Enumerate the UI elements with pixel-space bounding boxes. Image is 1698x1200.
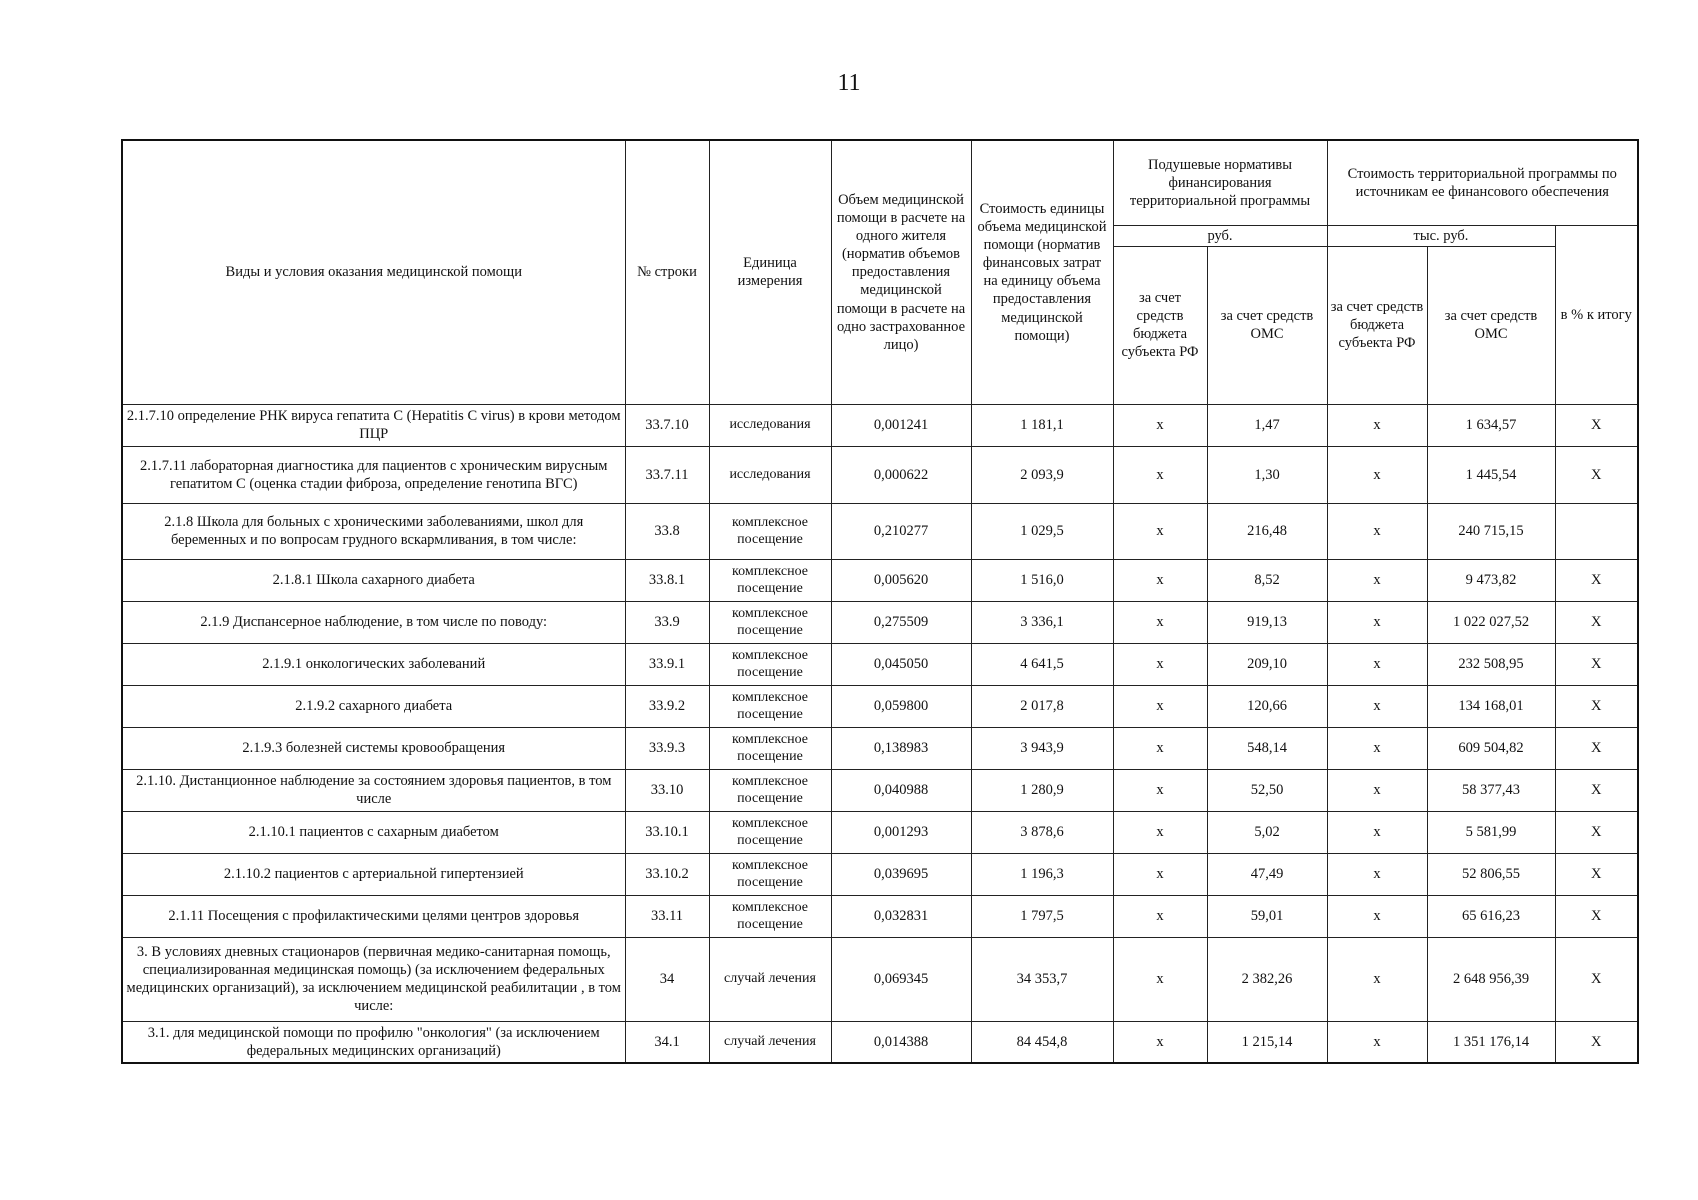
header-percent: в % к итогу	[1555, 225, 1638, 404]
row-budget: x	[1113, 643, 1207, 685]
row-percent: X	[1555, 601, 1638, 643]
table-row	[122, 727, 1638, 769]
row-unit: комплексное посещение	[709, 895, 831, 937]
row-volume: 0,005620	[831, 559, 971, 601]
row-percent	[1555, 503, 1638, 559]
row-unit: исследования	[709, 446, 831, 503]
row-name: 2.1.7.11 лабораторная диагностика для пациентов с хроническим вирусным гепатитом С (оценка стадии фиброза, определение генотипа ВГС)	[122, 446, 625, 503]
row-volume: 0,014388	[831, 1021, 971, 1063]
row-cost: 1 280,9	[971, 769, 1113, 811]
row-unit: комплексное посещение	[709, 601, 831, 643]
row-unit: комплексное посещение	[709, 559, 831, 601]
header-program-cost: Стоимость территориальной программы по источникам ее финансового обеспечения	[1327, 140, 1638, 225]
table-row	[122, 895, 1638, 937]
row-oms-thous: 9 473,82	[1427, 559, 1555, 601]
row-volume: 0,138983	[831, 727, 971, 769]
row-unit: исследования	[709, 404, 831, 446]
row-volume: 0,210277	[831, 503, 971, 559]
row-budget: x	[1113, 769, 1207, 811]
table-row	[122, 1021, 1638, 1063]
table-row	[122, 853, 1638, 895]
row-budget-thous: x	[1327, 937, 1427, 1021]
row-oms-thous: 65 616,23	[1427, 895, 1555, 937]
row-percent: X	[1555, 1021, 1638, 1063]
row-percent: X	[1555, 811, 1638, 853]
row-budget: x	[1113, 727, 1207, 769]
row-name: 3.1. для медицинской помощи по профилю "онкология" (за исключением федеральных медицинских организаций)	[122, 1021, 625, 1063]
row-unit: случай лечения	[709, 1021, 831, 1063]
row-volume: 0,032831	[831, 895, 971, 937]
row-budget-thous: x	[1327, 685, 1427, 727]
row-oms: 919,13	[1207, 601, 1327, 643]
row-budget-thous: x	[1327, 727, 1427, 769]
row-oms-thous: 5 581,99	[1427, 811, 1555, 853]
row-oms: 1,47	[1207, 404, 1327, 446]
row-name: 2.1.8.1 Школа сахарного диабета	[122, 559, 625, 601]
row-budget: x	[1113, 446, 1207, 503]
table-row	[122, 503, 1638, 559]
row-number: 33.10	[625, 769, 709, 811]
row-budget-thous: x	[1327, 643, 1427, 685]
row-oms-thous: 1 445,54	[1427, 446, 1555, 503]
row-oms: 47,49	[1207, 853, 1327, 895]
row-cost: 4 641,5	[971, 643, 1113, 685]
row-number: 33.8.1	[625, 559, 709, 601]
row-budget: x	[1113, 601, 1207, 643]
row-oms-thous: 1 022 027,52	[1427, 601, 1555, 643]
row-percent: X	[1555, 404, 1638, 446]
row-number: 33.11	[625, 895, 709, 937]
row-name: 2.1.10. Дистанционное наблюдение за состоянием здоровья пациентов, в том числе	[122, 769, 625, 811]
table-row	[122, 811, 1638, 853]
row-budget-thous: x	[1327, 503, 1427, 559]
row-budget: x	[1113, 503, 1207, 559]
row-budget-thous: x	[1327, 601, 1427, 643]
row-oms-thous: 240 715,15	[1427, 503, 1555, 559]
row-number: 33.9.3	[625, 727, 709, 769]
row-oms-thous: 232 508,95	[1427, 643, 1555, 685]
row-oms-thous: 134 168,01	[1427, 685, 1555, 727]
row-number: 33.9	[625, 601, 709, 643]
row-volume: 0,040988	[831, 769, 971, 811]
row-cost: 3 943,9	[971, 727, 1113, 769]
row-budget-thous: x	[1327, 895, 1427, 937]
row-unit: случай лечения	[709, 937, 831, 1021]
row-percent: X	[1555, 895, 1638, 937]
row-budget-thous: x	[1327, 769, 1427, 811]
row-budget: x	[1113, 559, 1207, 601]
row-name: 2.1.10.2 пациентов с артериальной гипертензией	[122, 853, 625, 895]
row-percent: X	[1555, 937, 1638, 1021]
row-volume: 0,000622	[831, 446, 971, 503]
table-row	[122, 559, 1638, 601]
row-budget-thous: x	[1327, 446, 1427, 503]
row-volume: 0,045050	[831, 643, 971, 685]
table-row	[122, 685, 1638, 727]
row-budget: x	[1113, 895, 1207, 937]
row-name: 2.1.9.1 онкологических заболеваний	[122, 643, 625, 685]
row-volume: 0,001293	[831, 811, 971, 853]
table-row	[122, 643, 1638, 685]
row-cost: 3 878,6	[971, 811, 1113, 853]
row-oms: 209,10	[1207, 643, 1327, 685]
row-percent: X	[1555, 643, 1638, 685]
table-row	[122, 601, 1638, 643]
row-volume: 0,275509	[831, 601, 971, 643]
header-oms-thous: за счет средств ОМС	[1427, 246, 1555, 404]
row-oms: 8,52	[1207, 559, 1327, 601]
row-cost: 1 029,5	[971, 503, 1113, 559]
row-budget: x	[1113, 937, 1207, 1021]
row-cost: 3 336,1	[971, 601, 1113, 643]
page-number: 11	[837, 70, 861, 96]
row-unit: комплексное посещение	[709, 503, 831, 559]
row-percent: X	[1555, 769, 1638, 811]
row-volume: 0,069345	[831, 937, 971, 1021]
row-budget: x	[1113, 1021, 1207, 1063]
row-number: 33.10.2	[625, 853, 709, 895]
row-oms-thous: 52 806,55	[1427, 853, 1555, 895]
table-row	[122, 937, 1638, 1021]
header-thous-rub: тыс. руб.	[1327, 225, 1555, 246]
row-budget: x	[1113, 685, 1207, 727]
row-percent: X	[1555, 727, 1638, 769]
row-number: 33.10.1	[625, 811, 709, 853]
row-number: 33.9.2	[625, 685, 709, 727]
row-number: 34.1	[625, 1021, 709, 1063]
row-unit: комплексное посещение	[709, 853, 831, 895]
row-cost: 1 516,0	[971, 559, 1113, 601]
row-oms: 120,66	[1207, 685, 1327, 727]
row-budget: x	[1113, 853, 1207, 895]
table-body	[122, 404, 1638, 1063]
row-budget: x	[1113, 404, 1207, 446]
program-table	[121, 139, 1639, 1064]
header-kinds: Виды и условия оказания медицинской помощи	[122, 140, 625, 404]
header-cost-unit: Стоимость единицы объема медицинской помощи (норматив финансовых затрат на единицу объема предоставления медицинской помощи)	[971, 140, 1113, 404]
row-cost: 2 017,8	[971, 685, 1113, 727]
row-oms-thous: 58 377,43	[1427, 769, 1555, 811]
row-name: 2.1.11 Посещения с профилактическими целями центров здоровья	[122, 895, 625, 937]
row-oms-thous: 1 634,57	[1427, 404, 1555, 446]
row-budget-thous: x	[1327, 404, 1427, 446]
row-volume: 0,059800	[831, 685, 971, 727]
header-per-capita: Подушевые нормативы финансирования территориальной программы	[1113, 140, 1327, 225]
row-number: 33.7.11	[625, 446, 709, 503]
row-volume: 0,039695	[831, 853, 971, 895]
header-unit: Единица измерения	[709, 140, 831, 404]
row-oms: 52,50	[1207, 769, 1327, 811]
row-budget-thous: x	[1327, 853, 1427, 895]
row-oms: 59,01	[1207, 895, 1327, 937]
table-row	[122, 404, 1638, 446]
row-budget-thous: x	[1327, 559, 1427, 601]
row-oms-thous: 2 648 956,39	[1427, 937, 1555, 1021]
row-name: 2.1.9.3 болезней системы кровообращения	[122, 727, 625, 769]
header-volume: Объем медицинской помощи в расчете на одного жителя (норматив объемов предоставления медицинской помощи в расчете на одно застрахованное лицо)	[831, 140, 971, 404]
row-percent: X	[1555, 446, 1638, 503]
row-number: 33.9.1	[625, 643, 709, 685]
row-cost: 84 454,8	[971, 1021, 1113, 1063]
header-row-no: № строки	[625, 140, 709, 404]
row-percent: X	[1555, 853, 1638, 895]
header-budget-thous: за счет средств бюджета субъекта РФ	[1327, 246, 1427, 404]
row-number: 33.7.10	[625, 404, 709, 446]
row-oms-thous: 609 504,82	[1427, 727, 1555, 769]
header-oms: за счет средств ОМС	[1207, 246, 1327, 404]
row-cost: 34 353,7	[971, 937, 1113, 1021]
row-percent: X	[1555, 685, 1638, 727]
row-budget: x	[1113, 811, 1207, 853]
row-unit: комплексное посещение	[709, 811, 831, 853]
row-number: 33.8	[625, 503, 709, 559]
row-name: 2.1.9 Диспансерное наблюдение, в том числе по поводу:	[122, 601, 625, 643]
row-oms-thous: 1 351 176,14	[1427, 1021, 1555, 1063]
row-cost: 2 093,9	[971, 446, 1113, 503]
row-oms: 5,02	[1207, 811, 1327, 853]
row-cost: 1 196,3	[971, 853, 1113, 895]
row-name: 2.1.8 Школа для больных с хроническими заболеваниями, школ для беременных и по вопросам грудного вскармливания, в том числе:	[122, 503, 625, 559]
header-budget: за счет средств бюджета субъекта РФ	[1113, 246, 1207, 404]
row-name: 2.1.7.10 определение РНК вируса гепатита С (Hepatitis C virus) в крови методом ПЦР	[122, 404, 625, 446]
row-oms: 2 382,26	[1207, 937, 1327, 1021]
row-unit: комплексное посещение	[709, 769, 831, 811]
row-oms: 1 215,14	[1207, 1021, 1327, 1063]
row-unit: комплексное посещение	[709, 643, 831, 685]
row-volume: 0,001241	[831, 404, 971, 446]
row-name: 3. В условиях дневных стационаров (первичная медико-санитарная помощь, специализированная медицинская помощь) (за исключением федеральных медицинских организаций), за исключением медицинской реабилитации , в том числе:	[122, 937, 625, 1021]
row-budget-thous: x	[1327, 1021, 1427, 1063]
row-unit: комплексное посещение	[709, 685, 831, 727]
table-row	[122, 769, 1638, 811]
row-name: 2.1.10.1 пациентов с сахарным диабетом	[122, 811, 625, 853]
table-row	[122, 446, 1638, 503]
row-oms: 216,48	[1207, 503, 1327, 559]
row-number: 34	[625, 937, 709, 1021]
row-name: 2.1.9.2 сахарного диабета	[122, 685, 625, 727]
header-rub: руб.	[1113, 225, 1327, 246]
row-oms: 1,30	[1207, 446, 1327, 503]
row-unit: комплексное посещение	[709, 727, 831, 769]
row-cost: 1 181,1	[971, 404, 1113, 446]
row-percent: X	[1555, 559, 1638, 601]
row-oms: 548,14	[1207, 727, 1327, 769]
row-budget-thous: x	[1327, 811, 1427, 853]
row-cost: 1 797,5	[971, 895, 1113, 937]
